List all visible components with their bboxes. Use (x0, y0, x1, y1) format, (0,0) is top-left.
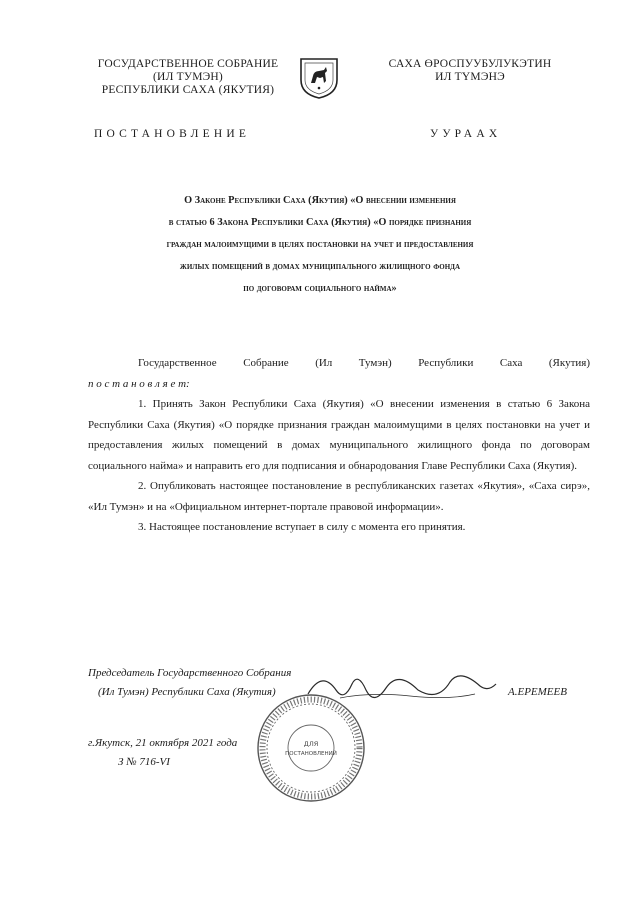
resolves-verb: п о с т а н о в л я е т: (88, 377, 190, 390)
header-left (88, 58, 288, 97)
signatory-name: А.ЕРЕМЕЕВ (508, 686, 567, 698)
header-right-line-2: ИЛ ТҮМЭНЭ (435, 71, 505, 83)
title-line-2: в статью 6 Закона Республики Саха (Якутия) «О порядке признания (168, 217, 472, 228)
document-title (90, 190, 550, 300)
header-left-line-1: ГОСУДАРСТВЕННОЕ СОБРАНИЕ (97, 58, 279, 70)
paragraph-1: 1. Принять Закон Республики Саха (Якутия) «О внесении изменения в статью 6 Закона Республики Саха (Якутия) «О порядке признания граждан малоимущими в целях постановки на учет и предоставления жилых помещений в домах муниципального жилищного фонда по договорам социального найма» и направить его для подписания и обнародования Главе Республики Саха (Якутия). (88, 398, 590, 472)
title-line-1: О Законе Республики Саха (Якутия) «О внесении изменения (184, 195, 456, 206)
place-and-date: г.Якутск, 21 октября 2021 года (88, 737, 238, 749)
header-left-line-2: (ИЛ ТУМЭН) (153, 71, 223, 83)
title-line-5: по договорам социального найма» (243, 283, 397, 294)
stamp-text-line-2: ПОСТАНОВЛЕНИЙ (285, 751, 337, 757)
header-right-line-1: САХА ӨРОСПУУБУЛУКЭТИН (388, 58, 552, 70)
coat-of-arms-emblem (298, 56, 340, 100)
signatory-position-line-1: Председатель Государственного Собрания (88, 667, 292, 679)
title-line-4: жилых помещений в домах муниципального жилищного фонда (179, 261, 461, 272)
paragraph-2: 2. Опубликовать настоящее постановление в республиканских газетах «Якутия», «Саха сирэ», «Ил Тумэн» и на «Официальном интернет-портале правовой информации». (88, 480, 590, 513)
intro-line: Государственное Собрание (Ил Тумэн) Республики Саха (Якутия) (138, 357, 590, 369)
official-stamp (255, 692, 367, 804)
stamp-text-line-1: ДЛЯ (303, 740, 319, 748)
signatory-position-line-2: (Ил Тумэн) Республики Саха (Якутия) (98, 686, 276, 698)
document-body (88, 353, 590, 538)
doc-type-russian: ПОСТАНОВЛЕНИЕ (94, 128, 251, 140)
header-left-line-3: РЕСПУБЛИКИ САХА (ЯКУТИЯ) (101, 84, 275, 96)
resolution-number: З № 716-VI (118, 756, 170, 768)
paragraph-3: 3. Настоящее постановление вступает в силу с момента его принятия. (138, 521, 466, 533)
doc-type-yakut: УУРААХ (430, 128, 502, 140)
header-right (370, 58, 570, 84)
title-line-3: граждан малоимущими в целях постановки на учет и предоставления (166, 239, 474, 250)
